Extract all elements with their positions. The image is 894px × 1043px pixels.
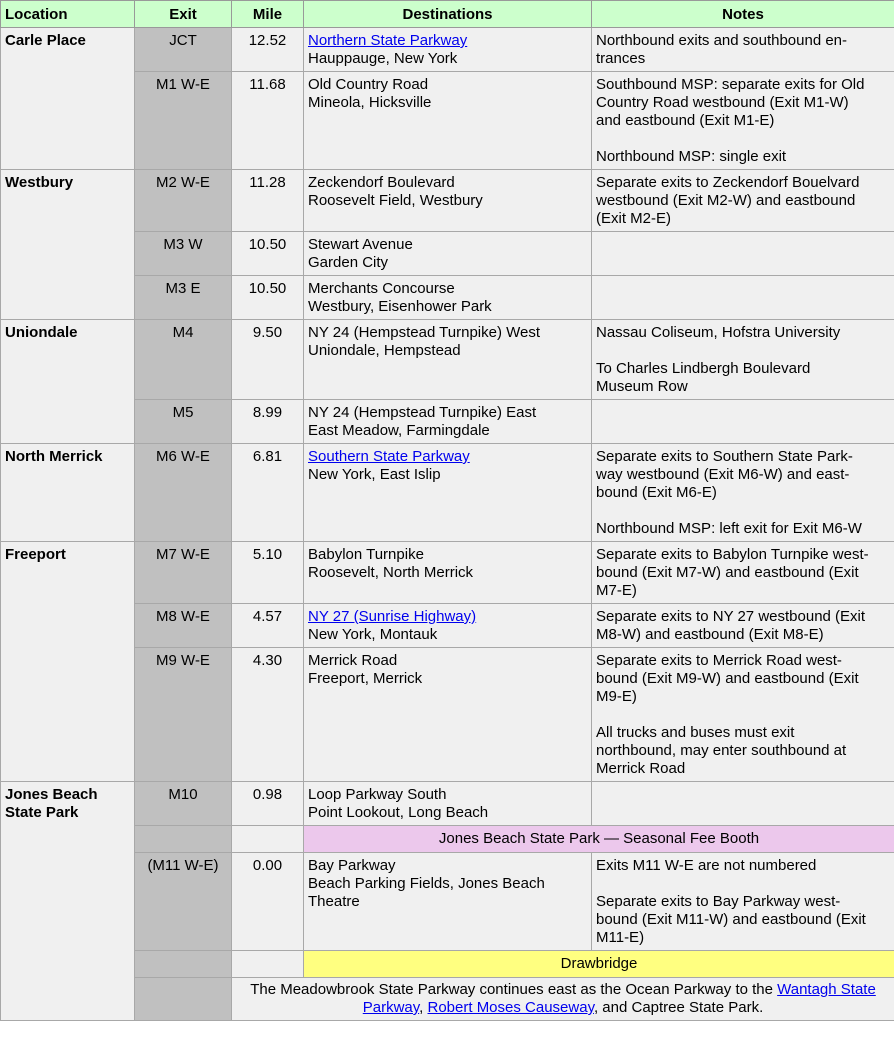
destination-line: Roosevelt, North Merrick	[308, 564, 474, 581]
note-line: M11-E)	[596, 929, 645, 946]
destination-line: Uniondale, Hempstead	[308, 342, 461, 359]
mile-cell: 0.00	[232, 853, 304, 951]
notes-cell	[592, 444, 894, 542]
note-line: Separate exits to Babylon Turnpike west-	[596, 546, 869, 563]
note-line: To Charles Lindbergh Boulevard	[596, 360, 811, 377]
table-row	[1, 604, 894, 648]
mile-cell: 6.81	[232, 444, 304, 542]
table-row	[1, 648, 894, 782]
destination-line: Bay Parkway	[308, 857, 396, 874]
destinations-cell	[304, 276, 592, 320]
table-row	[1, 170, 894, 232]
exit-cell: M7 W-E	[135, 542, 232, 604]
note-spacer	[596, 706, 890, 724]
location-cell: Carle Place	[1, 28, 135, 170]
footer-text-end: , and Captree State Park.	[593, 999, 764, 1016]
location-cell: Uniondale	[1, 320, 135, 444]
exit-cell: M3 E	[135, 276, 232, 320]
notes-cell	[592, 320, 894, 400]
note-line: Exits M11 W-E are not numbered	[596, 857, 817, 874]
notes-cell	[592, 232, 894, 276]
northern-state-parkway-link[interactable]: Northern State Parkway	[308, 32, 468, 49]
notes-cell	[592, 648, 894, 782]
destination-line: Beach Parking Fields, Jones Beach	[308, 875, 545, 892]
mile-cell: 10.50	[232, 232, 304, 276]
drawbridge-band: Drawbridge	[304, 951, 894, 978]
destinations-cell	[304, 542, 592, 604]
fee-booth-band: Jones Beach State Park — Seasonal Fee Booth	[304, 826, 894, 853]
destinations-cell	[304, 604, 592, 648]
destination-line: New York, East Islip	[308, 466, 441, 483]
footer-row	[1, 978, 894, 1021]
destination-line: Old Country Road	[308, 76, 429, 93]
exit-cell: M4	[135, 320, 232, 400]
notes-cell	[592, 853, 894, 951]
header-row	[1, 1, 894, 28]
continuation-note	[232, 978, 894, 1021]
destinations-cell	[304, 232, 592, 276]
destination-line: Mineola, Hicksville	[308, 94, 432, 111]
destination-line: New York, Montauk	[308, 626, 438, 643]
note-line: Country Road westbound (Exit M1-W)	[596, 94, 849, 111]
note-line: Separate exits to Southern State Park-	[596, 448, 853, 465]
location-cell: Freeport	[1, 542, 135, 782]
robert-moses-causeway-link[interactable]: Robert Moses Causeway	[427, 999, 594, 1016]
destination-line: East Meadow, Farmingdale	[308, 422, 490, 439]
note-line: All trucks and buses must exit	[596, 724, 795, 741]
destination-line: NY 24 (Hempstead Turnpike) East	[308, 404, 537, 421]
table-row	[1, 444, 894, 542]
destination-line: Merchants Concourse	[308, 280, 455, 297]
destinations-cell	[304, 72, 592, 170]
table-row	[1, 400, 894, 444]
note-line: northbound, may enter southbound at	[596, 742, 847, 759]
destination-line: Babylon Turnpike	[308, 546, 424, 563]
exit-cell: (M11 W-E)	[135, 853, 232, 951]
destination-line: Freeport, Merrick	[308, 670, 423, 687]
destination-line: Theatre	[308, 893, 360, 910]
exit-cell: M1 W-E	[135, 72, 232, 170]
header-destinations[interactable]: Destinations	[304, 1, 592, 28]
note-line: and eastbound (Exit M1-E)	[596, 112, 775, 129]
note-line: Separate exits to Bay Parkway west-	[596, 893, 841, 910]
destinations-cell	[304, 782, 592, 826]
destination-line: Zeckendorf Boulevard	[308, 174, 455, 191]
location-cell: North Merrick	[1, 444, 135, 542]
note-spacer	[596, 875, 890, 893]
mile-cell	[232, 826, 304, 853]
destinations-cell	[304, 853, 592, 951]
note-line: trances	[596, 50, 646, 67]
table-row	[1, 853, 894, 951]
header-mile[interactable]: Mile	[232, 1, 304, 28]
destination-line: Merrick Road	[308, 652, 398, 669]
note-line: Museum Row	[596, 378, 688, 395]
location-line: State Park	[5, 804, 79, 821]
table-row	[1, 320, 894, 400]
exit-cell: M5	[135, 400, 232, 444]
exit-cell: M3 W	[135, 232, 232, 276]
footer-text: The Meadowbrook State Parkway continues east as the Ocean Parkway to the	[250, 981, 773, 998]
exit-cell: M9 W-E	[135, 648, 232, 782]
note-line: (Exit M2-E)	[596, 210, 671, 227]
mile-cell: 4.30	[232, 648, 304, 782]
exit-cell	[135, 951, 232, 978]
mile-cell: 9.50	[232, 320, 304, 400]
notes-cell	[592, 782, 894, 826]
destinations-cell	[304, 444, 592, 542]
destination-line: Point Lookout, Long Beach	[308, 804, 489, 821]
ny-27-sunrise-highway-link[interactable]: NY 27 (Sunrise Highway)	[308, 608, 477, 625]
notes-cell	[592, 72, 894, 170]
notes-cell	[592, 400, 894, 444]
header-exit[interactable]: Exit	[135, 1, 232, 28]
mile-cell: 12.52	[232, 28, 304, 72]
note-spacer	[596, 342, 890, 360]
note-line: Southbound MSP: separate exits for Old	[596, 76, 865, 93]
mile-cell: 5.10	[232, 542, 304, 604]
exit-cell	[135, 978, 232, 1021]
location-line: Jones Beach	[5, 786, 98, 803]
notes-cell	[592, 542, 894, 604]
note-line: bound (Exit M6-E)	[596, 484, 717, 501]
table-row	[1, 232, 894, 276]
note-line: Separate exits to Zeckendorf Bouelvard	[596, 174, 860, 191]
note-line: bound (Exit M11-W) and eastbound (Exit	[596, 911, 866, 928]
note-line: Northbound MSP: single exit	[596, 148, 787, 165]
exit-cell: M10	[135, 782, 232, 826]
destinations-cell	[304, 170, 592, 232]
mile-cell: 8.99	[232, 400, 304, 444]
destination-line: Garden City	[308, 254, 389, 271]
destinations-cell	[304, 400, 592, 444]
note-line: M7-E)	[596, 582, 637, 599]
wantagh-state-parkway-link[interactable]: Wantagh State Parkway	[362, 981, 876, 1016]
drawbridge-row	[1, 951, 894, 978]
header-notes[interactable]: Notes	[592, 1, 894, 28]
note-spacer	[596, 502, 890, 520]
note-line: Northbound exits and southbound en-	[596, 32, 848, 49]
note-line: westbound (Exit M2-W) and eastbound	[596, 192, 856, 209]
location-cell	[1, 782, 135, 1021]
destination-line: Hauppauge, New York	[308, 50, 458, 67]
destination-line: Stewart Avenue	[308, 236, 413, 253]
mile-cell: 4.57	[232, 604, 304, 648]
notes-cell	[592, 28, 894, 72]
note-line: bound (Exit M7-W) and eastbound (Exit	[596, 564, 859, 581]
table-row	[1, 72, 894, 170]
notes-cell	[592, 276, 894, 320]
destinations-cell	[304, 28, 592, 72]
exit-cell: M2 W-E	[135, 170, 232, 232]
mile-cell: 11.28	[232, 170, 304, 232]
note-line: Separate exits to Merrick Road west-	[596, 652, 842, 669]
mile-cell	[232, 951, 304, 978]
fee-booth-row	[1, 826, 894, 853]
exit-cell: JCT	[135, 28, 232, 72]
destinations-cell	[304, 320, 592, 400]
note-line: Merrick Road	[596, 760, 686, 777]
destination-line: Loop Parkway South	[308, 786, 447, 803]
mile-cell: 0.98	[232, 782, 304, 826]
note-line: Separate exits to NY 27 westbound (Exit	[596, 608, 866, 625]
table-row	[1, 28, 894, 72]
mile-cell: 10.50	[232, 276, 304, 320]
notes-cell	[592, 170, 894, 232]
note-line: Nassau Coliseum, Hofstra University	[596, 324, 841, 341]
mile-cell: 11.68	[232, 72, 304, 170]
table-row	[1, 276, 894, 320]
note-spacer	[596, 130, 890, 148]
table-row	[1, 782, 894, 826]
footer-separator: ,	[419, 999, 424, 1016]
location-cell: Westbury	[1, 170, 135, 320]
header-location[interactable]: Location	[1, 1, 135, 28]
note-line: M9-E)	[596, 688, 637, 705]
note-line: M8-W) and eastbound (Exit M8-E)	[596, 626, 824, 643]
destination-line: Roosevelt Field, Westbury	[308, 192, 483, 209]
exit-cell: M8 W-E	[135, 604, 232, 648]
exit-cell: M6 W-E	[135, 444, 232, 542]
table-row	[1, 542, 894, 604]
destinations-cell	[304, 648, 592, 782]
exit-cell	[135, 826, 232, 853]
note-line: way westbound (Exit M6-W) and east-	[596, 466, 850, 483]
note-line: Northbound MSP: left exit for Exit M6-W	[596, 520, 862, 537]
destination-line: NY 24 (Hempstead Turnpike) West	[308, 324, 541, 341]
southern-state-parkway-link[interactable]: Southern State Parkway	[308, 448, 470, 465]
note-line: bound (Exit M9-W) and eastbound (Exit	[596, 670, 859, 687]
notes-cell	[592, 604, 894, 648]
destination-line: Westbury, Eisenhower Park	[308, 298, 492, 315]
